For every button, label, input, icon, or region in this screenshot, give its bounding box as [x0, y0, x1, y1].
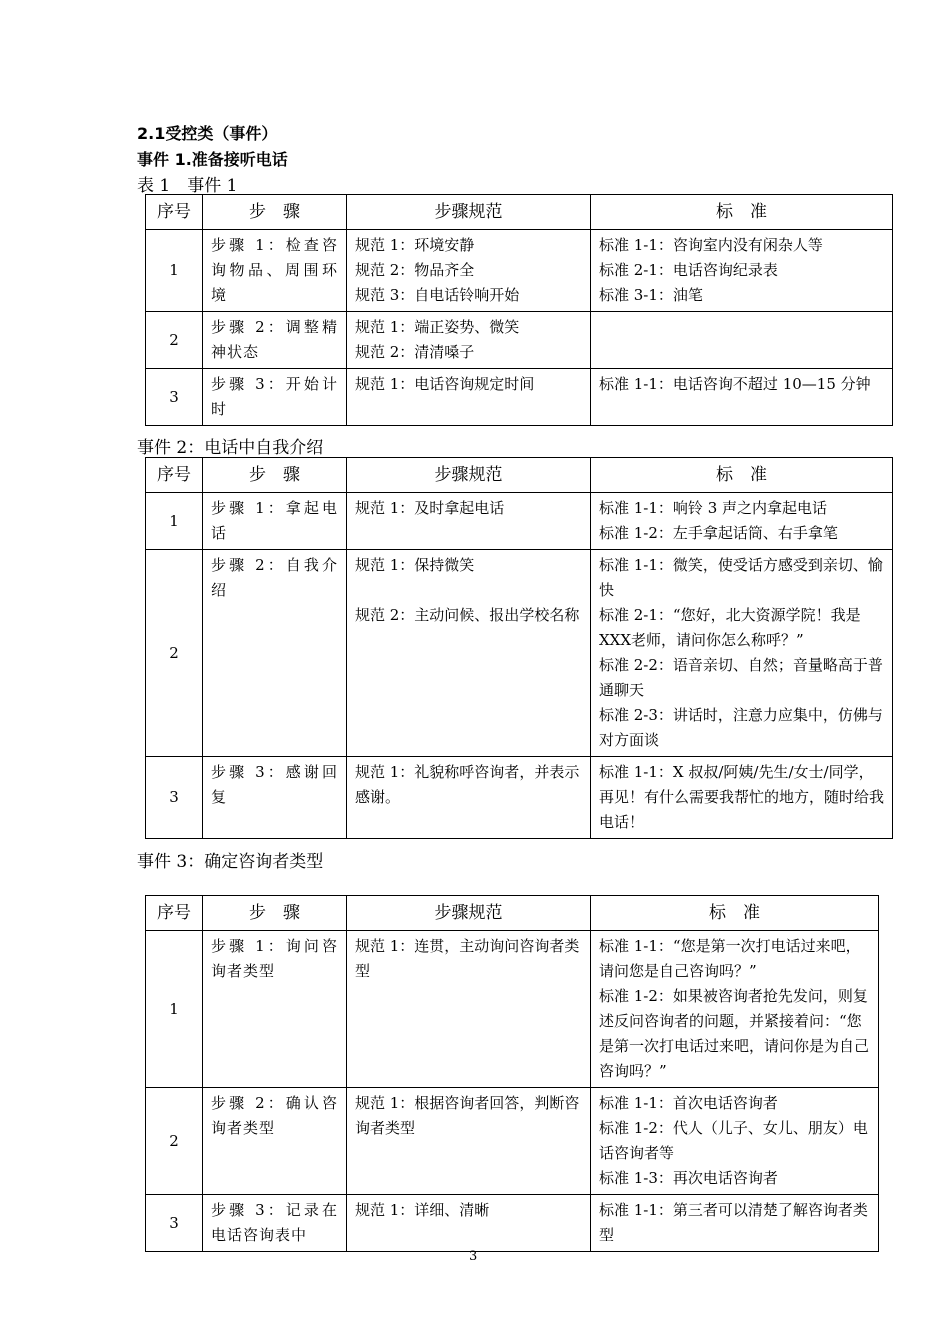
header-row [146, 896, 879, 931]
standard-item: 标准 1-3：再次电话咨询者 [599, 1169, 778, 1187]
norm-item: 规范 1：保持微笑 [355, 556, 475, 574]
standard-item: 标准 1-1：X 叔叔/阿姨/先生/女士/同学，再见！有什么需要我帮忙的地方，随时给我电话！ [599, 763, 885, 831]
norm-item: 规范 1：详细、清晰 [355, 1201, 490, 1219]
table-row [146, 312, 893, 369]
standard-cell [591, 1088, 879, 1195]
table-row [146, 230, 893, 312]
column-header: 序号 [146, 896, 203, 931]
norm-cell [347, 931, 591, 1088]
standard-item: 标准 2-1：“您好，北大资源学院！我是XXX老师，请问你怎么称呼？” [599, 606, 861, 649]
standard-item: 标准 2-3：讲话时，注意力应集中，仿佛与对方面谈 [599, 706, 883, 749]
table-row [146, 1088, 879, 1195]
header-row [146, 458, 893, 493]
standard-item: 标准 1-2：代人（儿子、女儿、朋友）电话咨询者等 [599, 1119, 868, 1162]
standard-cell [591, 757, 893, 839]
column-header: 步骤规范 [347, 458, 591, 493]
standard-item: 标准 1-2：左手拿起话筒、右手拿笔 [599, 524, 838, 542]
standard-item: 标准 1-1：“您是第一次打电话过来吧，请问您是自己咨询吗？” [599, 937, 861, 980]
norm-item: 规范 1：环境安静 [355, 236, 475, 254]
column-header: 步 骤 [203, 896, 347, 931]
column-header: 标 准 [591, 896, 879, 931]
norm-item: 规范 1：端正姿势、微笑 [355, 318, 520, 336]
row-number-cell: 3 [146, 757, 203, 839]
step-cell: 步骤 3：记录在电话咨询表中 [203, 1195, 347, 1252]
norm-item: 规范 3：自电话铃响开始 [355, 286, 520, 304]
norm-item: 规范 1：电话咨询规定时间 [355, 375, 535, 393]
table-row [146, 493, 893, 550]
step-cell: 步骤 3：开始计时 [203, 369, 347, 426]
table-row [146, 757, 893, 839]
row-number-cell: 2 [146, 1088, 203, 1195]
norm-cell [347, 493, 591, 550]
step-cell: 步骤 1：检查咨询物品、周围环境 [203, 230, 347, 312]
column-header: 步 骤 [203, 458, 347, 493]
norm-cell [347, 1195, 591, 1252]
standard-cell [591, 550, 893, 757]
column-header: 序号 [146, 458, 203, 493]
step-cell: 步骤 2：自我介绍 [203, 550, 347, 757]
norm-cell [347, 757, 591, 839]
row-number-cell: 1 [146, 230, 203, 312]
column-header: 标 准 [591, 458, 893, 493]
event1-title: 事件 1.准备接听电话 [137, 150, 288, 169]
norm-cell [347, 1088, 591, 1195]
norm-item: 规范 2：物品齐全 [355, 261, 475, 279]
column-header: 标 准 [591, 195, 893, 230]
column-header: 步骤规范 [347, 195, 591, 230]
norm-item: 规范 1：连贯，主动询问咨询者类型 [355, 937, 580, 980]
table-row [146, 369, 893, 426]
norm-item: 规范 1：及时拿起电话 [355, 499, 505, 517]
norm-item: 规范 1：礼貌称呼咨询者，并表示感谢。 [355, 763, 580, 806]
row-number-cell: 2 [146, 550, 203, 757]
standard-cell [591, 369, 893, 426]
norm-cell [347, 230, 591, 312]
standard-cell [591, 931, 879, 1088]
step-cell: 步骤 1：拿起电话 [203, 493, 347, 550]
step-cell: 步骤 2：确认咨询者类型 [203, 1088, 347, 1195]
table1-caption: 表 1 事件 1 [137, 176, 238, 196]
table-row [146, 931, 879, 1088]
header-row [146, 195, 893, 230]
column-header: 步骤规范 [347, 896, 591, 931]
step-cell: 步骤 1：询问咨询者类型 [203, 931, 347, 1088]
standard-item: 标准 1-1：电话咨询不超过 10—15 分钟 [599, 375, 871, 393]
row-number-cell: 3 [146, 1195, 203, 1252]
step-cell: 步骤 2：调整精神状态 [203, 312, 347, 369]
event3-table [145, 895, 879, 1252]
row-number-cell: 2 [146, 312, 203, 369]
norm-item [355, 578, 582, 603]
norm-item: 规范 1：根据咨询者回答，判断咨询者类型 [355, 1094, 580, 1137]
standard-item: 标准 1-2：如果被咨询者抢先发问，则复述反问咨询者的问题，并紧接着问：“您是第一次打电话过来吧，请问你是为自己咨询吗？” [599, 987, 870, 1080]
column-header: 序号 [146, 195, 203, 230]
step-cell: 步骤 3：感谢回复 [203, 757, 347, 839]
norm-item: 规范 2：清清嗓子 [355, 343, 475, 361]
standard-cell [591, 493, 893, 550]
column-header: 步 骤 [203, 195, 347, 230]
page-number: 3 [469, 1249, 478, 1264]
table-row [146, 1195, 879, 1252]
row-number-cell: 3 [146, 369, 203, 426]
row-number-cell: 1 [146, 493, 203, 550]
event1-table [145, 194, 893, 426]
standard-item: 标准 1-1：微笑，使受话方感受到亲切、愉快 [599, 556, 883, 599]
standard-cell [591, 312, 893, 369]
norm-cell [347, 550, 591, 757]
event2-table [145, 457, 893, 839]
standard-cell [591, 1195, 879, 1252]
standard-item: 标准 1-1：咨询室内没有闲杂人等 [599, 236, 823, 254]
event2-title: 事件 2：电话中自我介绍 [137, 438, 324, 458]
section-title: 2.1受控类（事件） [137, 124, 278, 143]
standard-item: 标准 1-1：第三者可以清楚了解咨询者类型 [599, 1201, 868, 1244]
standard-item: 标准 1-1：首次电话咨询者 [599, 1094, 778, 1112]
table-row [146, 550, 893, 757]
norm-cell [347, 369, 591, 426]
standard-item: 标准 2-2：语音亲切、自然；音量略高于普通聊天 [599, 656, 883, 699]
standard-item: 标准 3-1：油笔 [599, 286, 703, 304]
standard-item: 标准 2-1：电话咨询纪录表 [599, 261, 778, 279]
norm-cell [347, 312, 591, 369]
event3-title: 事件 3：确定咨询者类型 [137, 852, 324, 872]
row-number-cell: 1 [146, 931, 203, 1088]
standard-item: 标准 1-1：响铃 3 声之内拿起电话 [599, 499, 828, 517]
norm-item: 规范 2：主动问候、报出学校名称 [355, 606, 580, 624]
standard-cell [591, 230, 893, 312]
